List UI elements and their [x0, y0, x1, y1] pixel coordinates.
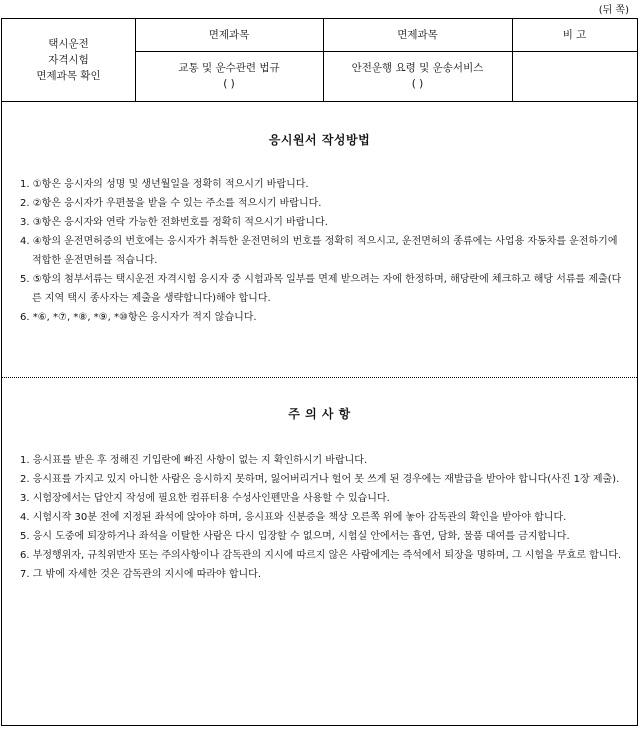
section-title-instructions: 응시원서 작성방법	[268, 133, 371, 147]
list-item: 4. 시험시작 30분 전에 지정된 좌석에 앉아야 하며, 응시표와 신분증을 책상 오른쪽 위에 놓아 감독관의 확인을 받아야 합니다.	[20, 512, 567, 523]
list-item: 1. 응시표를 받은 후 정해진 기입란에 빠진 사항이 없는 지 확인하시기 바랍니다.	[20, 455, 368, 466]
list-item: 6. 부정행위자, 규칙위반자 또는 주의사항이나 감독관의 지시에 따르지 않은 사람에게는 즉석에서 퇴장을 명하며, 그 시험을 무효로 합니다.	[20, 550, 622, 561]
row-header-line-2: 자격시험	[48, 54, 89, 66]
col1-subject-cell	[135, 51, 323, 101]
list-item: 3. ③항은 응시자와 연락 가능한 전화번호를 정확히 적으시기 바랍니다.	[20, 217, 328, 228]
list-item: 3. 시험장에서는 답안지 작성에 필요한 컴퓨터용 수성사인펜만을 사용할 수 있습니다.	[20, 493, 390, 504]
list-item: 4. ④항의 운전면허증의 번호에는 응시자가 취득한 운전면허의 번호를 정확히 적으시고, 운전면허의 종류에는 사업용 자동차를 운전하기에 적합한 운전면허를 적습니다.	[20, 236, 618, 266]
grid-line	[135, 51, 637, 52]
list-item: 7. 그 밖에 자세한 것은 감독관의 지시에 따라야 합니다.	[20, 569, 262, 580]
page-side-note: (뒤 쪽)	[598, 5, 629, 16]
form-frame	[1, 18, 638, 726]
list-item: 2. 응시표를 가지고 있지 아니한 사람은 응시하지 못하며, 잃어버리거나 헐어 못 쓰게 된 경우에는 재발급을 받아야 합니다(사진 1장 제출).	[20, 474, 620, 485]
exemption-table	[2, 19, 637, 101]
list-item: 6. *⑥, *⑦, *⑧, *⑨, *⑩항은 응시자가 적지 않습니다.	[20, 312, 257, 323]
grid-line	[323, 19, 324, 101]
list-item: 2. ②항은 응시자가 우편물을 받을 수 있는 주소를 적으시기 바랍니다.	[20, 198, 322, 209]
grid-line	[2, 101, 637, 102]
row-header-cell	[2, 19, 135, 101]
traffic-law-check[interactable]: ( )	[223, 78, 235, 90]
grid-line	[135, 19, 136, 101]
notice-list	[20, 451, 626, 584]
list-item: 5. ⑤항의 첨부서류는 택시운전 자격시험 응시자 중 시험과목 일부를 면제 받으려는 자에 한정하며, 해당란에 체크하고 해당 서류를 제출(다른 지역 택시 종사자는 제출을 생략합니다)해야 합니다.	[20, 274, 622, 304]
safe-driving-subject: 안전운행 요령 및 운송서비스	[351, 62, 484, 74]
col1-header: 면제과목	[208, 29, 250, 41]
col2-header: 면제과목	[397, 29, 438, 41]
section-divider	[2, 377, 637, 378]
row-header-line-1: 택시운전	[48, 38, 89, 50]
traffic-law-subject: 교통 및 운수관련 법규	[178, 62, 280, 74]
col3-header: 비 고	[562, 29, 587, 41]
section-title-notice: 주 의 사 항	[288, 407, 351, 421]
safe-driving-check[interactable]: ( )	[411, 78, 424, 90]
remarks-cell[interactable]	[512, 51, 637, 101]
grid-line	[512, 19, 513, 101]
col2-subject-cell	[323, 51, 512, 101]
list-item: 1. ①항은 응시자의 성명 및 생년월일을 정확히 적으시기 바랍니다.	[20, 179, 309, 190]
instructions-list	[20, 175, 626, 327]
row-header-line-3: 면제과목 확인	[36, 70, 101, 82]
list-item: 5. 응시 도중에 퇴장하거나 좌석을 이탈한 사람은 다시 입장할 수 없으며, 시험실 안에서는 흡연, 담화, 물품 대여를 금지합니다.	[20, 531, 570, 542]
